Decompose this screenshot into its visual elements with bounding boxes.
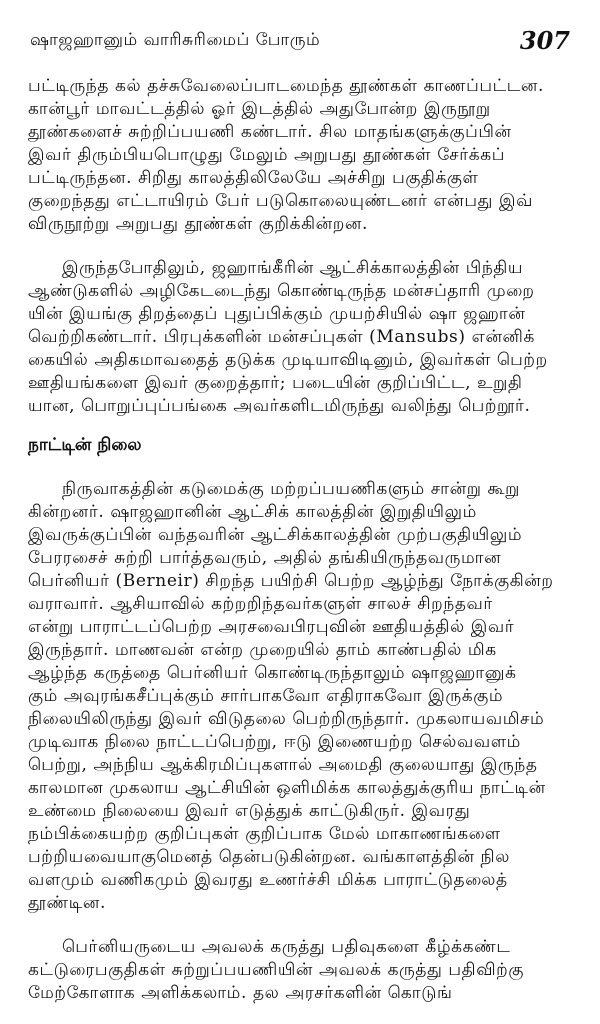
text-line: பட்டிருந்தன. சிறிது காலத்திலிலேயே அச்சிறு பகுதிக்குள் bbox=[28, 168, 479, 188]
section-heading: நாட்டின் நிலை bbox=[28, 435, 142, 455]
text-line: யின் இயங்கு திறத்தைப் புதுப்பிக்கும் முயற்சியில் ஷா ஜஹான் bbox=[28, 304, 526, 324]
text-line: வராவார். ஆசியாவில் கற்றறிந்தவர்களுள் சாலச் சிறந்தவர் bbox=[28, 594, 493, 614]
text-line: மேற்கோளாக அளிக்கலாம். தல அரசர்களின் கொடுங் bbox=[28, 983, 453, 1003]
running-head-title: ஷாஜஹானும் வாரிசுரிமைப் போரும் bbox=[30, 30, 321, 50]
text-line: தூண்டின. bbox=[28, 893, 106, 913]
text-line: பெர்னியர் (Berneir) சிறந்த பயிற்சி பெற்ற ஆழ்ந்து நோக்குகின்ற bbox=[28, 571, 554, 591]
text-line: தூண்களைச் சுற்றிப்பயணி கண்டார். சில மாதங்களுக்குப்பின் bbox=[28, 122, 512, 142]
text-line: யான, பொறுப்புப்பங்கை அவர்களிடமிருந்து வலிந்து பெற்றூர். bbox=[28, 396, 531, 416]
text-line: வெற்றிகண்டார். பிரபுக்களின் மன்சப்புகள் (Mansubs) என்னிக் bbox=[28, 327, 535, 347]
text-line: பெர்னியருடைய அவலக் கருத்து பதிவுகளை கீழ்க்கண்ட bbox=[62, 937, 511, 957]
text-line: விருநூற்று அறுபது தூண்கள் குறிக்கின்றன. bbox=[28, 214, 368, 234]
text-line: இவர் திரும்பியபொழுது மேலும் அறுபது தூண்கள் சேர்க்கப் bbox=[28, 145, 505, 165]
text-line: ஊதியங்களை இவர் குறைத்தார்; படையின் குறிப்பிட்ட, உறுதி bbox=[28, 373, 523, 393]
text-line: கட்டுரைபகுதிகள் சுற்றுப்பயணியின் அவலக் கருத்து பதிவிற்கு bbox=[28, 960, 524, 980]
text-line: முடிவாக நிலை நாட்டப்பெற்று, ஈடு இணையற்ற செல்வவளம் bbox=[28, 732, 521, 752]
text-line: என்று பாராட்டப்பெற்ற அரசவைபிரபுவின் ஊதியத்தில் இவர் bbox=[28, 617, 515, 637]
text-line: நிருவாகத்தின் கடுமைக்கு மற்றப்பயணிகளும் சான்று கூறு bbox=[62, 479, 520, 499]
text-line: உண்மை நிலையை இவர் எடுத்துக் காட்டுகிருர். இவரது bbox=[28, 801, 471, 821]
text-line: கும் அவுரங்கசீப்புக்கும் சார்பாகவோ எதிராகவோ இருக்கும் bbox=[28, 686, 504, 706]
text-line: நம்பிக்கையற்ற குறிப்புகள் குறிப்பாக மேல் மாகாணங்களை bbox=[28, 824, 501, 844]
running-head bbox=[30, 26, 570, 58]
text-line: கின்றனர். ஷாஜஹானின் ஆட்சிக் காலத்தின் இறுதியிலும் bbox=[28, 502, 477, 522]
text-line: பேரரசைச் சுற்றி பார்த்தவரும், அதில் தங்கியிருந்தவருமான bbox=[28, 548, 502, 568]
text-line: பெற்று, அந்நிய ஆக்கிரமிப்புகளால் அமைதி குலையாது இருந்த bbox=[28, 755, 538, 775]
text-line: இருந்தபோதிலும், ஜஹாங்கீரின் ஆட்சிக்காலத்தின் பிந்திய bbox=[62, 258, 524, 278]
text-line: குறைந்தது எட்டாயிரம் பேர் படுகொலையுண்டனர் என்பது இவ் bbox=[28, 191, 533, 211]
text-line: பட்டிருந்த கல் தச்சுவேலைப்பாடமைந்த தூண்கள் காணப்பட்டன. bbox=[28, 76, 545, 96]
text-line: இருந்தார். மாணவன் என்ற முறையில் தாம் காண்பதில் மிக bbox=[28, 640, 497, 660]
text-line: இவருக்குப்பின் வந்தவரின் ஆட்சிக்காலத்தின் முற்பகுதியிலும் bbox=[28, 525, 523, 545]
text-line: நிலையிலிருந்து இவர் விடுதலை பெற்றிருந்தார். முகலாயவமிசம் bbox=[28, 709, 545, 729]
text-line: பற்றியவையாகுமெனத் தென்படுகின்றன. வங்காளத்தின் நில bbox=[28, 847, 510, 867]
text-line: ஆழ்ந்த கருத்தை பெர்னியர் கொண்டிருந்தாலும் ஷாஜஹானுக் bbox=[28, 663, 517, 683]
text-line: காலமான முகலாய ஆட்சியின் ஒளிமிக்க காலத்துக்குரிய நாட்டின் bbox=[28, 778, 546, 798]
text-line: ஆண்டுகளில் அழிகேடடைந்து கொண்டிருந்த மன்சப்தாரி முறை bbox=[28, 281, 535, 301]
text-line: வளமும் வணிகமும் இவரது உணர்ச்சி மிக்க பாராட்டுதலைத் bbox=[28, 870, 508, 890]
page-number: 307 bbox=[519, 26, 570, 55]
text-line: கான்பூர் மாவட்டத்தில் ஓர் இடத்தில் அதுபோன்ற இருநூறு bbox=[28, 99, 491, 119]
text-line: கையில் அதிகமாவதைத் தடுக்க முடியாவிடினும், இவர்கள் பெற்ற bbox=[28, 350, 548, 370]
